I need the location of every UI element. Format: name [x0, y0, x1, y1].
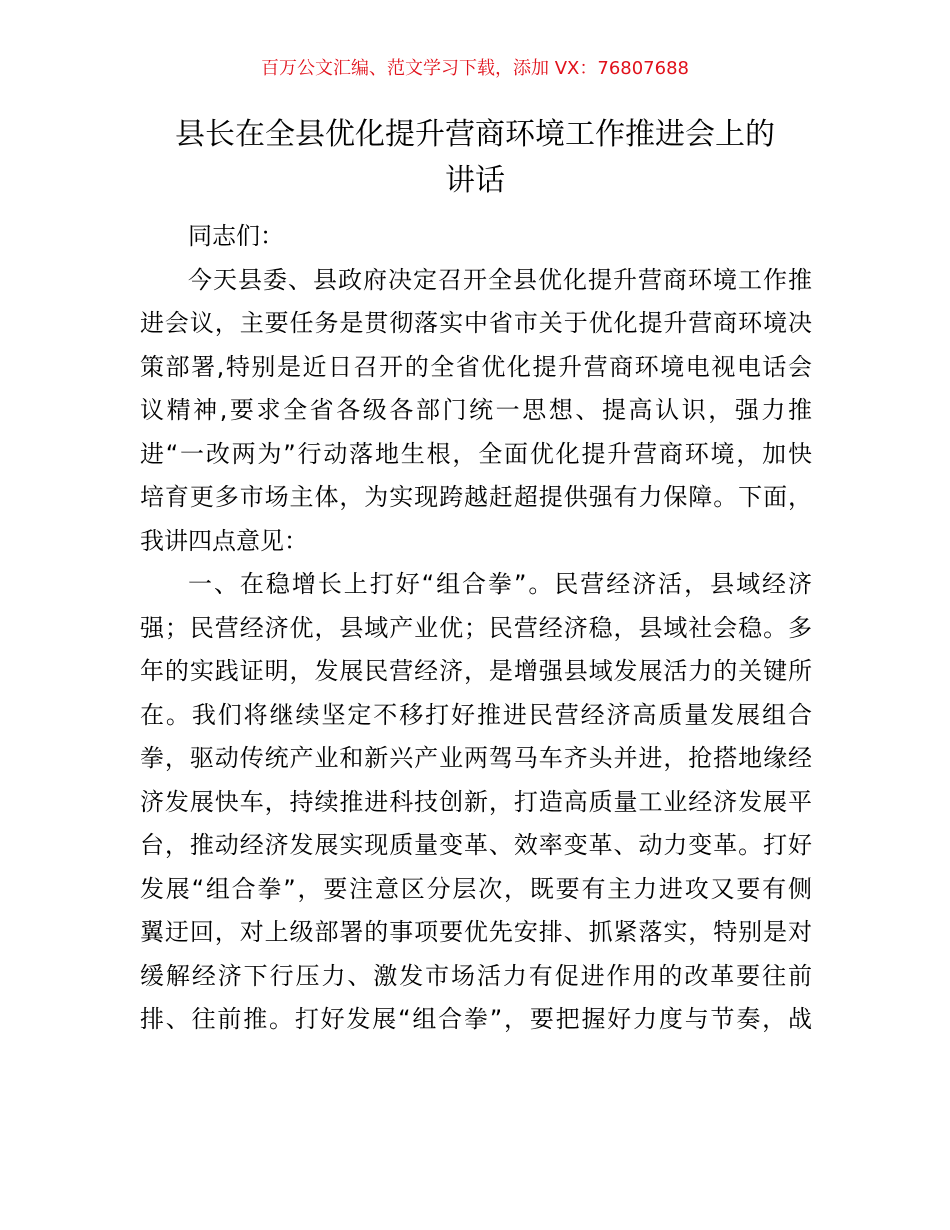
paragraph-line: 进“一改两为”行动落地生根，全面优化提升营商环境，加快: [140, 439, 812, 468]
paragraph-line: 排、往前推。打好发展“组合拳”，要把握好力度与节奏，战: [140, 1005, 812, 1033]
paragraph-line: 翼迂回，对上级部署的事项要优先安排、抓紧落实，特别是对: [140, 918, 812, 946]
document-body: [140, 215, 812, 1042]
paragraph-1: [140, 259, 812, 564]
paragraph-line: 我讲四点意见：: [140, 526, 308, 555]
paragraph-line: 台，推动经济发展实现质量变革、效率变革、动力变革。打好: [140, 831, 812, 859]
salutation: 同志们：: [188, 222, 284, 250]
paragraph-line: 议精神,要求全省各级各部门统一思想、提高认识，强力推: [140, 396, 812, 424]
paragraph-line: 济发展快车，持续推进科技创新，打造高质量工业经济发展平: [140, 787, 812, 816]
paragraph-2: [140, 563, 812, 1042]
paragraph-line: 发展“组合拳”，要注意区分层次，既要有主力进攻又要有侧: [140, 874, 812, 903]
paragraph-line: 今天县委、县政府决定召开全县优化提升营商环境工作推: [188, 265, 812, 294]
paragraph-line: 策部署,特别是近日召开的全省优化提升营商环境电视电话会: [140, 352, 812, 381]
paragraph-line: 年的实践证明，发展民营经济，是增强县域发展活力的关键所: [140, 657, 812, 685]
paragraph-line: 拳，驱动传统产业和新兴产业两驾马车齐头并进，抢搭地缘经: [140, 744, 812, 772]
title-line-1: 县长在全县优化提升营商环境工作推进会上的: [175, 117, 775, 152]
watermark-banner: 百万公文汇编、范文学习下载，添加 VX：76807688: [261, 58, 689, 79]
paragraph-line: 培育更多市场主体，为实现跨越赶超提供强有力保障。下面，: [140, 483, 812, 511]
title-line-2: 讲话: [445, 163, 505, 198]
paragraph-line: 一、在稳增长上打好“组合拳”。民营经济活，县域经济: [188, 570, 812, 598]
paragraph-line: 缓解经济下行压力、激发市场活力有促进作用的改革要往前: [140, 961, 812, 990]
paragraph-line: 进会议，主要任务是贯彻落实中省市关于优化提升营商环境决: [140, 309, 812, 337]
paragraph-line: 强；民营经济优，县域产业优；民营经济稳，县域社会稳。多: [140, 613, 812, 642]
document-title: [0, 112, 950, 204]
paragraph-line: 在。我们将继续坚定不移打好推进民营经济高质量发展组合: [140, 700, 812, 729]
